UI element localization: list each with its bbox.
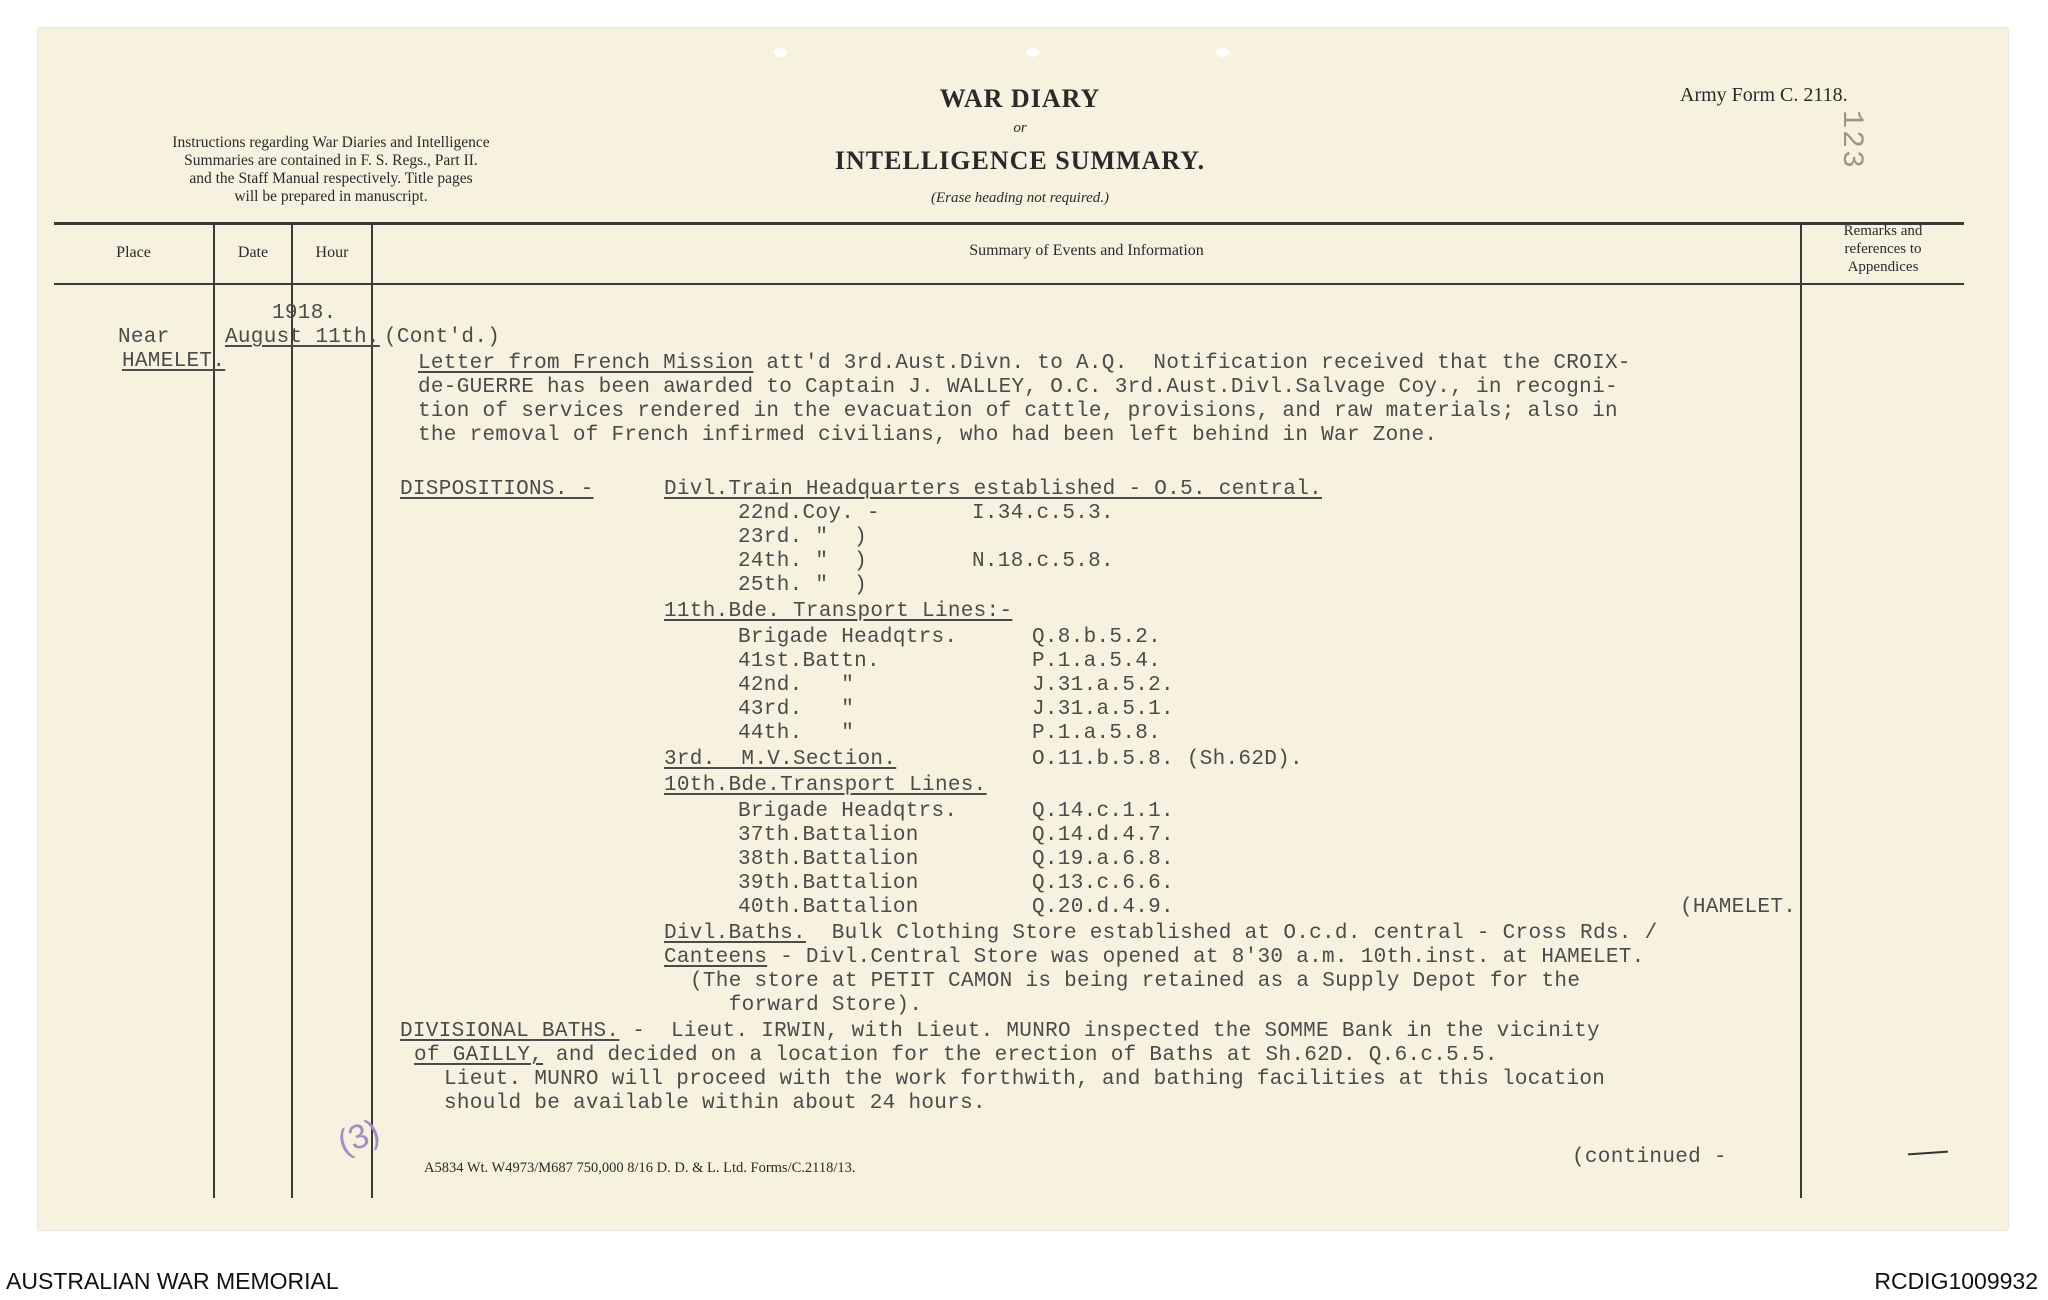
army-form-number: Army Form C. 2118. <box>1680 84 1848 106</box>
bde10-ref: Q.13.c.6.6. <box>1032 872 1174 895</box>
store-note-line: forward Store). <box>690 994 923 1017</box>
bde11-unit: 44th. " <box>738 722 855 745</box>
title-or: or <box>1013 120 1027 136</box>
letter-line: tion of services rendered in the evacuation of cattle, provisions, and raw materials; also in <box>418 400 1618 423</box>
bde11-unit: 42nd. " <box>738 674 855 697</box>
letter-line: de-GUERRE has been awarded to Captain J. WALLEY, O.C. 3rd.Aust.Divl.Salvage Coy., in recogni- <box>418 376 1618 399</box>
entry-date: August 11th. <box>225 326 380 349</box>
canteens-text: - Divl.Central Store was opened at 8'30 a.m. 10th.inst. at HAMELET. <box>767 946 1645 969</box>
instructions-note <box>106 134 556 206</box>
bde11-heading: 11th.Bde. Transport Lines:- <box>664 600 1013 623</box>
train-ref: I.34.c.5.3. <box>972 502 1114 525</box>
canteens-label: Canteens <box>664 946 768 969</box>
letter-line: the removal of French infirmed civilians, who had been left behind in War Zone. <box>418 424 1438 447</box>
baths-label: Divl.Baths. <box>664 922 806 945</box>
bde10-unit: 39th.Battalion <box>738 872 919 895</box>
ink-mark: (3) <box>332 1112 385 1162</box>
punch-hole <box>1216 48 1229 57</box>
baths-text: Bulk Clothing Store established at O.c.d. central - Cross Rds. / <box>805 922 1658 945</box>
bde10-heading: 10th.Bde.Transport Lines. <box>664 774 987 797</box>
div-baths-line: Lieut. MUNRO will proceed with the work forthwith, and bathing facilities at this location <box>444 1068 1606 1091</box>
train-headquarters: Divl.Train Headquarters established - O.5. central. <box>664 478 1323 501</box>
bde10-ref: Q.19.a.6.8. <box>1032 848 1174 871</box>
train-ref: N.18.c.5.8. <box>972 550 1114 573</box>
bde11-ref: J.31.a.5.1. <box>1032 698 1174 721</box>
column-divider <box>291 224 293 1198</box>
bde11-ref: Q.8.b.5.2. <box>1032 626 1162 649</box>
store-note-line: (The store at PETIT CAMON is being retained as a Supply Depot for the <box>690 970 1581 993</box>
bde11-ref: P.1.a.5.4. <box>1032 650 1162 673</box>
table-header-rule <box>54 283 1964 285</box>
bde10-ref: Q.20.d.4.9. <box>1032 896 1174 919</box>
entry-place: Near <box>118 326 170 349</box>
entry-place-name: HAMELET. <box>122 350 226 373</box>
train-unit: 24th. " ) <box>738 550 868 573</box>
baths-line <box>664 922 1657 945</box>
canteens-line <box>664 946 1645 969</box>
div-baths-line: should be available within about 24 hours. <box>444 1092 986 1115</box>
continued-note: (continued - <box>1572 1146 1727 1169</box>
bde10-unit: 40th.Battalion <box>738 896 919 919</box>
erase-note: (Erase heading not required.) <box>930 190 1110 206</box>
div-baths-line <box>414 1044 1498 1067</box>
bde11-ref: J.31.a.5.2. <box>1032 674 1174 697</box>
bde11-unit: 43rd. " <box>738 698 855 721</box>
remarks-line: Appendices <box>1847 259 1919 275</box>
caption-right: RCDIG1009932 <box>1874 1268 2038 1294</box>
instructions-line: Summaries are contained in F. S. Regs., Part II. <box>184 152 478 169</box>
form-print-line: A5834 Wt. W4973/M687 750,000 8/16 D. D. & L. Ltd. Forms/C.2118/13. <box>424 1160 856 1176</box>
punch-hole <box>1026 48 1039 57</box>
column-header-place: Place <box>116 244 151 261</box>
bde11-unit: Brigade Headqtrs. <box>738 626 958 649</box>
bde11-unit: 41st.Battn. <box>738 650 880 673</box>
bde10-ref: Q.14.c.1.1. <box>1032 800 1174 823</box>
column-header-remarks <box>1802 222 1964 276</box>
div-baths-line <box>400 1020 1600 1043</box>
remarks-line: Remarks and <box>1843 223 1923 239</box>
train-unit: 23rd. " ) <box>738 526 868 549</box>
folio-number: 123 <box>1834 110 1868 171</box>
letter-line <box>418 352 1631 375</box>
train-unit: 25th. " ) <box>738 574 868 597</box>
table-top-rule <box>54 222 1964 225</box>
column-header-date: Date <box>237 244 269 261</box>
entry-year: 1918. <box>272 302 337 325</box>
dispositions-label: DISPOSITIONS. - <box>400 478 594 501</box>
column-divider <box>371 224 373 1198</box>
letter-subject: Letter from French Mission <box>418 352 754 375</box>
bde10-unit: 38th.Battalion <box>738 848 919 871</box>
instructions-line: Instructions regarding War Diaries and Intelligence <box>172 134 490 151</box>
column-header-hour: Hour <box>315 244 349 261</box>
letter-line-rest: att'd 3rd.Aust.Divn. to A.Q. Notification received that the CROIX- <box>753 352 1631 375</box>
train-unit: 22nd.Coy. - <box>738 502 880 525</box>
hamelet-note: (HAMELET. <box>1680 896 1797 919</box>
bde10-unit: Brigade Headqtrs. <box>738 800 958 823</box>
mv-section-ref: O.11.b.5.8. (Sh.62D). <box>1032 748 1303 771</box>
div-baths-text: - Lieut. IRWIN, with Lieut. MUNRO inspected the SOMME Bank in the vicinity <box>619 1020 1600 1043</box>
instructions-line: and the Staff Manual respectively. Title pages <box>189 170 473 187</box>
mv-section: 3rd. M.V.Section. <box>664 748 897 771</box>
column-divider <box>1800 222 1802 1198</box>
bde10-unit: 37th.Battalion <box>738 824 919 847</box>
div-baths-label: DIVISIONAL BATHS. <box>400 1020 620 1043</box>
bde11-ref: P.1.a.5.8. <box>1032 722 1162 745</box>
title-war-diary: WAR DIARY <box>939 84 1101 113</box>
entry-continued-marker: (Cont'd.) <box>384 326 501 349</box>
column-header-summary: Summary of Events and Information <box>969 242 1204 259</box>
gailly-location: of GAILLY, <box>414 1044 544 1067</box>
punch-hole <box>774 48 787 57</box>
caption-left: AUSTRALIAN WAR MEMORIAL <box>6 1268 339 1294</box>
bde10-ref: Q.14.d.4.7. <box>1032 824 1174 847</box>
instructions-line: will be prepared in manuscript. <box>234 188 428 205</box>
title-intelligence-summary: INTELLIGENCE SUMMARY. <box>834 146 1206 175</box>
remarks-line: references to <box>1844 241 1922 257</box>
div-baths-text: and decided on a location for the erection of Baths at Sh.62D. Q.6.c.5.5. <box>543 1044 1498 1067</box>
